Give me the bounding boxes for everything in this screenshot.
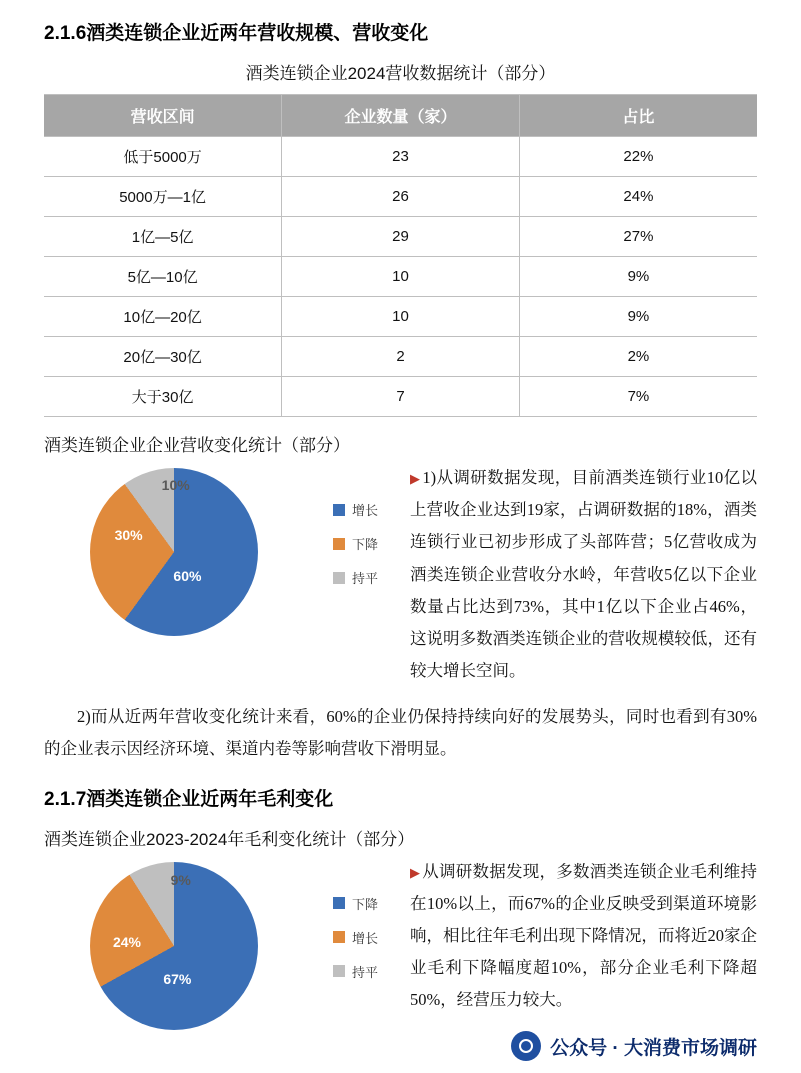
table-header-row [44,95,757,137]
table-header-cell-range: 营收区间 [44,95,282,137]
table-cell-range: 20亿—30亿 [44,337,282,377]
legend-label: 持平 [351,571,378,586]
footer-brand-label: 公众号 · 大消费市场调研 [550,1037,757,1059]
pie-slice-label-flat: 9% [170,872,191,889]
table-cell-count: 10 [282,257,520,297]
table-row [44,257,757,297]
table-cell-count: 10 [282,297,520,337]
chart-caption-revenue-change: 酒类连锁企业企业营收变化统计（部分） [44,436,350,455]
triangle-bullet-icon: ▶ [410,864,421,880]
table-cell-count: 2 [282,337,520,377]
pie-area-revenue-change [44,462,404,642]
legend-swatch-icon [333,504,345,516]
legend-item-decline [333,534,378,553]
table-cell-count: 23 [282,137,520,177]
table-cell-share: 7% [519,377,757,417]
legend-item-flat [333,568,378,587]
legend-item-decline [333,894,378,913]
legend-label: 持平 [351,964,378,980]
triangle-bullet-icon: ▶ [410,471,421,486]
table-row [44,217,757,257]
table-row [44,337,757,377]
pie-slice-label-decline: 30% [114,527,143,544]
legend-swatch-icon [333,965,345,977]
table-cell-share: 2% [519,337,757,377]
legend-item-growth [333,500,378,519]
table-cell-count: 26 [282,177,520,217]
legend-label: 增长 [351,930,378,946]
legend-item-flat [333,962,378,981]
legend-swatch-icon [333,931,345,943]
pie-wrap-revenue-change [90,468,258,636]
table-cell-range: 大于30亿 [44,377,282,417]
section-heading-216: 2.1.6酒类连锁企业近两年营收规模、营收变化 [44,23,429,44]
table-cell-share: 24% [519,177,757,217]
paragraph-text: 1)从调研数据发现，目前酒类连锁行业10亿以上营收企业达到19家，占调研数据的18%，酒类连锁行业已初步形成了头部阵营；5亿营收成为酒类连锁企业营收分水岭，年营收5亿以下企业数量占比达到73%，其中1亿以下企业占46%，这说明多数酒类连锁企业的营收规模较低，还有较大增长空间。 [410,468,757,681]
pie-slice-label-growth: 60% [173,567,202,584]
table-cell-range: 5000万—1亿 [44,177,282,217]
table-cell-share: 9% [519,257,757,297]
legend-swatch-icon [333,572,345,584]
pie-chart-revenue-change [90,468,258,636]
table-cell-share: 9% [519,297,757,337]
table-cell-share: 27% [519,217,757,257]
legend-swatch-icon [333,538,345,550]
table-row [44,297,757,337]
document-page [0,18,801,1073]
table-cell-range: 1亿—5亿 [44,217,282,257]
legend-label: 下降 [351,896,378,912]
legend-gross-margin [333,894,378,996]
pie-slice-label-decline: 67% [163,971,192,988]
table-row [44,377,757,417]
legend-revenue-change [333,500,378,602]
revenue-table [44,94,757,417]
chart-caption-gross-margin: 酒类连锁企业2023-2024年毛利变化统计（部分） [44,829,415,849]
paragraph-text: 从调研数据发现，多数酒类连锁企业毛利维持在10%以上，而67%的企业反映受到渠道环境影响，相比往年毛利出现下降情况，而将近20家企业毛利下降幅度超10%，部分企业毛利下降超50%，经营压力较大。 [410,861,757,1010]
pie-slice-label-flat: 10% [161,476,190,493]
legend-label: 下降 [351,537,378,552]
paragraph-revenue-trend: 2)而从近两年营收变化统计来看，60%的企业仍保持持续向好的发展势头，同时也看到有30%的企业表示因经济环境、渠道内卷等影响营收下滑明显。 [44,707,757,759]
table-cell-share: 22% [519,137,757,177]
table-cell-count: 29 [282,217,520,257]
table-header-cell-count: 企业数量（家） [282,95,520,137]
table-cell-range: 10亿—20亿 [44,297,282,337]
footer-brand [511,1031,757,1061]
table-row [44,177,757,217]
table-cell-range: 5亿—10亿 [44,257,282,297]
pie-area-gross-margin [44,856,404,1036]
table-cell-count: 7 [282,377,520,417]
table-cell-range: 低于5000万 [44,137,282,177]
chart-block-gross-margin [44,856,757,1036]
section-heading-217: 2.1.7酒类连锁企业近两年毛利变化 [44,788,334,810]
table-row [44,137,757,177]
paragraph-revenue-analysis [404,462,757,687]
table-caption: 酒类连锁企业2024营收数据统计（部分） [245,64,556,83]
pie-wrap-gross-margin [90,862,258,1030]
legend-label: 增长 [351,503,378,518]
chart-block-revenue-change [44,462,757,687]
legend-swatch-icon [333,897,345,909]
pie-slice-label-growth: 24% [112,934,141,951]
brand-logo-icon [511,1031,541,1061]
paragraph-gross-margin-analysis [404,856,757,1017]
legend-item-growth [333,928,378,947]
table-header-cell-share: 占比 [519,95,757,137]
